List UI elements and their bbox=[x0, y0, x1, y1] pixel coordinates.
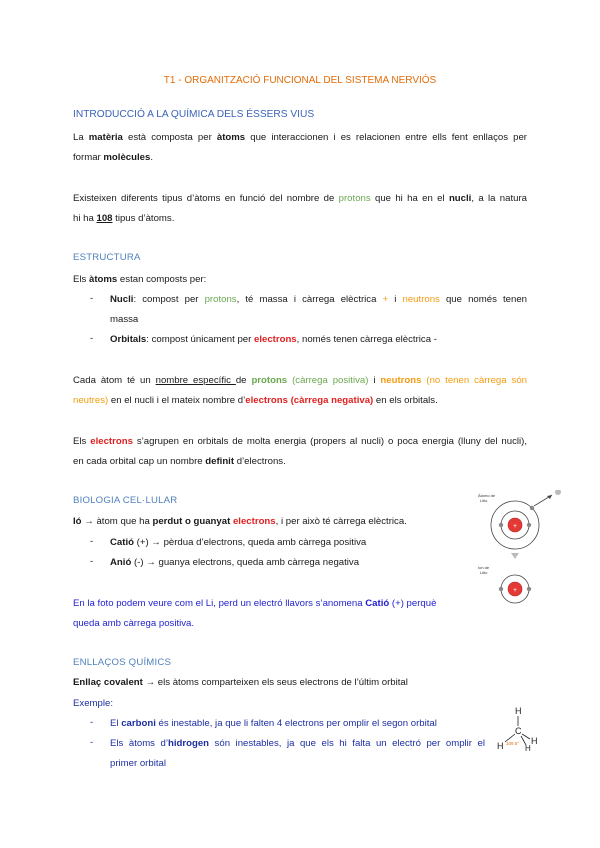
biologia-ion-definition: Ió → àtom que ha perdut o guanyat electrons, i per això té càrrega elèctrica. bbox=[73, 516, 407, 527]
intro-paragraph-2-cont: hi ha 108 tipus d’àtoms. bbox=[73, 213, 175, 224]
estructura-bullet-orbitals: Orbitals: compost únicament per electrons, només tenen càrrega elèctrica - bbox=[110, 334, 437, 345]
lithium-ion-figure bbox=[472, 490, 572, 610]
atom-h-left: H bbox=[497, 741, 504, 751]
enllacos-exemple-label: Exemple: bbox=[73, 698, 113, 709]
figure-label-bot-2: Litio bbox=[480, 570, 488, 575]
svg-text:+: + bbox=[512, 587, 518, 594]
electron bbox=[499, 587, 503, 591]
biologia-note: En la foto podem veure com el Li, perd un electró llavors s’anomena Catió (+) perquè bbox=[73, 598, 437, 609]
intro-paragraph-2: Existeixen diferents tipus d’àtoms en funció del nombre de protons que hi ha en el nucli, a la natura bbox=[73, 193, 527, 204]
bullet-dash: - bbox=[90, 333, 94, 344]
intro-paragraph-1: La matèria està composta per àtoms que interaccionen i es relacionen entre ells fent enllaços per bbox=[73, 132, 527, 143]
figure-label-bot-1: Ion de bbox=[478, 565, 490, 570]
estructura-paragraph-4: Els electrons s’agrupen en orbitals de molta energia (propers al nucli) o poca energia (lluny del nucli), bbox=[73, 436, 527, 447]
enllacos-bullet-hidrogen-cont: primer orbital bbox=[110, 758, 166, 769]
section-heading-biologia: BIOLOGIA CEL·LULAR bbox=[73, 495, 178, 506]
lost-electron bbox=[555, 490, 561, 495]
electron bbox=[527, 523, 531, 527]
estructura-paragraph-3-cont: neutres) en el nucli i el mateix nombre d’electrons (càrrega negativa) en els orbitals. bbox=[73, 395, 438, 406]
estructura-bullet-nucli-cont: massa bbox=[110, 314, 139, 325]
biologia-note-cont: queda amb càrrega positiva. bbox=[73, 618, 195, 629]
section-heading-intro: INTRODUCCIÓ A LA QUÍMICA DELS ÉSSERS VIUS bbox=[73, 109, 315, 120]
intro-paragraph-1-cont: formar molècules. bbox=[73, 152, 153, 163]
bond-angle-label: 109.5° bbox=[506, 741, 520, 746]
electron bbox=[527, 587, 531, 591]
enllacos-lead: Enllaç covalent → els àtoms comparteixen els seus electrons de l’últim orbital bbox=[73, 677, 408, 688]
bullet-dash: - bbox=[90, 556, 94, 567]
svg-text:+: + bbox=[512, 523, 518, 530]
atom-h-bottom: H bbox=[525, 744, 531, 751]
figure-label-top-1: Àtomo de bbox=[478, 493, 496, 498]
bullet-dash: - bbox=[90, 293, 94, 304]
bullet-dash: - bbox=[90, 737, 94, 748]
estructura-paragraph-4-cont: en cada orbital cap un nombre definit d’electrons. bbox=[73, 456, 286, 467]
estructura-bullet-nucli: Nucli: compost per protons, té massa i càrrega elèctrica + i neutrons que només tenen bbox=[110, 294, 527, 305]
down-arrow bbox=[511, 553, 519, 559]
enllacos-bullet-carboni: El carboni és inestable, ja que li falten 4 electrons per omplir el segon orbital bbox=[110, 718, 437, 729]
atom-c: C bbox=[515, 726, 522, 736]
estructura-lead: Els àtoms estan composts per: bbox=[73, 274, 207, 285]
biologia-bullet-catio: Catió (+) → pèrdua d’electrons, queda amb càrrega positiva bbox=[110, 537, 367, 548]
atom-h-right: H bbox=[531, 736, 538, 746]
methane-molecule-figure bbox=[496, 703, 546, 751]
electron bbox=[530, 506, 534, 510]
atom-h-top: H bbox=[515, 706, 522, 716]
figure-label-top-2: Litio bbox=[480, 498, 488, 503]
estructura-paragraph-3: Cada àtom té un nombre específic de protons (càrrega positiva) i neutrons (no tenen càrrega són bbox=[73, 375, 527, 386]
biologia-bullet-anio: Anió (-) → guanya electrons, queda amb càrrega negativa bbox=[110, 557, 360, 568]
enllacos-bullet-hidrogen: Els àtoms d’hidrogen són inestables, ja que els hi falta un electró per omplir el bbox=[110, 738, 485, 749]
bullet-dash: - bbox=[90, 717, 94, 728]
section-heading-enllacos: ENLLAÇOS QUÍMICS bbox=[73, 657, 172, 668]
section-heading-estructura: ESTRUCTURA bbox=[73, 252, 141, 263]
electron bbox=[499, 523, 503, 527]
document-title: T1 - ORGANITZACIÓ FUNCIONAL DEL SISTEMA NERVIÓS bbox=[163, 75, 437, 86]
bullet-dash: - bbox=[90, 536, 94, 547]
